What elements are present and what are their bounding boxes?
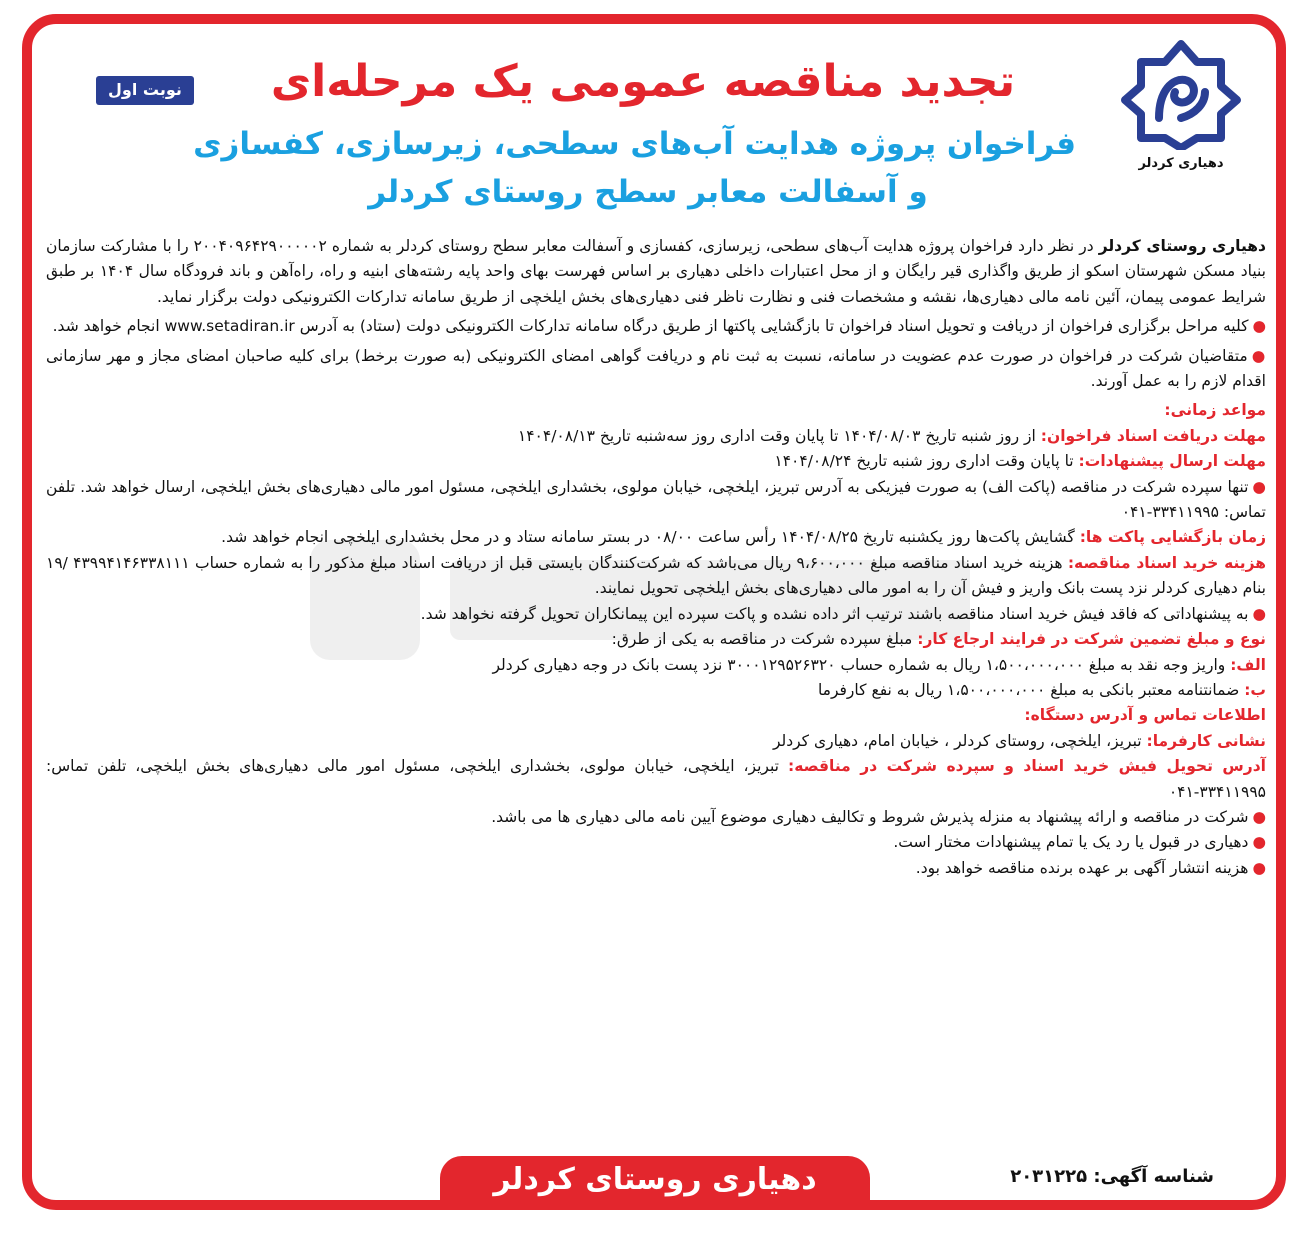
dehyari-logo [1116,40,1246,171]
opening-time [46,525,1266,550]
final-bullet: ●شرکت در مناقصه و ارائه پیشنهاد به منزله پذیرش شروط و تکالیف دهیاری موضوع آیین نامه مالی دهیاری ها می باشد. [491,807,1266,826]
bullet-dot-icon: ● [1252,833,1266,852]
setad-url[interactable]: www.setadiran.ir [164,317,295,336]
sub-title-1: فراخوان پروژه هدایت آب‌های سطحی، زیرسازی، کفسازی [193,126,1076,162]
guarantee-type [46,627,1266,652]
receive-deadline [46,424,1266,449]
bullet-dot-icon: ● [1252,807,1266,826]
submit-text: تا پایان وقت اداری روز شنبه تاریخ ۱۴۰۴/۰۸/۲۴ [774,452,1079,471]
fee-text: هزینه خرید اسناد مناقصه مبلغ ۹،۶۰۰،۰۰۰ ریال می‌باشد که شرکت‌کنندگان بایستی قبل از دریافت اسناد مبلغ مذکور را به شماره حساب ۴۳۹۹۴۱۴۶۳۳۸۱۱۱ /۱۹ بنام دهیاری کردلر نزد پست بانک واریز و فیش آن را به امور مالی دهیاری‌های بخش ایلخچی تحویل نمایند. [46,553,1266,598]
guarantee-text: مبلغ سپرده شرکت در مناقصه به یکی از طرق: [611,630,918,649]
logo-caption: دهیاری کردلر [1138,156,1224,171]
signature-band: دهیاری روستای کردلر [440,1156,870,1204]
delivery-address [46,754,1266,805]
receive-text: از روز شنبه تاریخ ۱۴۰۴/۰۸/۰۳ تا پایان وقت اداری روز سه‌شنبه تاریخ ۱۴۰۴/۰۸/۱۳ [517,426,1041,445]
intro-line1: در نظر دارد فراخوان پروژه هدایت آب‌های سطحی، زیرسازی، کفسازی و آسفالت معابر سطح روستای کردلر به شماره ۲۰۰۴۰۹۶۴۲۹۰۰۰۰۰۲ [193,237,1099,255]
final-bullet: ●دهیاری در قبول یا رد یک یا تمام پیشنهادات مختار است. [893,833,1266,852]
bullet-dot-icon: ● [1251,346,1266,365]
employer-label: نشانی کارفرما: [1146,731,1266,750]
contact-heading: اطلاعات تماس و آدرس دستگاه: [1024,706,1266,725]
star-logo-icon [1120,40,1242,150]
fee-label: هزینه خرید اسناد مناقصه: [1067,553,1267,572]
bullet-fee-text: به پیشنهاداتی که فاقد فیش خرید اسناد مناقصه باشند ترتیب اثر داده نشده و پاکت سپرده این پیمانکاران تحویل گرفته نخواهد شد. [420,604,1249,623]
option-b-text: ضمانتنامه معتبر بانکی به مبلغ ۱،۵۰۰،۰۰۰،۰۰۰ ریال به نفع کارفرما [817,680,1245,699]
receive-label: مهلت دریافت اسناد فراخوان: [1040,426,1266,445]
setad-tail: انجام خواهد شد. [52,317,160,336]
document-fee [46,551,1266,602]
delivery-label: آدرس تحویل فیش خرید اسناد و سپرده شرکت در مناقصه: [788,757,1266,776]
bullet-dot-icon: ● [1252,317,1266,336]
ad-id: شناسه آگهی: ۲۰۳۱۲۲۵ [1010,1166,1214,1187]
main-title: تجدید مناقصه عمومی یک مرحله‌ای [270,56,1016,107]
bullet-setad [46,314,1266,339]
notice-body [46,234,1266,881]
guarantee-delivery-text: تنها سپرده شرکت در مناقصه (پاکت الف) به صورت فیزیکی به آدرس تبریز، ایلخچی، خیابان مولوی، بخشداری ایلخچی، مسئول امور مالی دهیاری‌های بخش ایلخچی، ارسال خواهد شد. تلفن تماس: ۳۳۴۱۱۹۹۵-۰۴۱ [46,477,1266,522]
option-b-label: ب: [1244,680,1266,699]
round-badge: نوبت اول [96,76,194,105]
intro-rest: را با مشارکت سازمان بنیاد مسکن شهرستان اسکو از طریق واگذاری قیر رایگان و از محل اعتبارات داخلی دهیاری بر اساس فهرست بهای واحد پایه رشته‌های ابنیه و راه، راه‌آهن و باند فرودگاه سال ۱۴۰۴ بر طبق شرایط عمومی پیمان، آئین نامه مالی دهیاری‌ها، نقشه و مشخصات فنی و نظارت ناظر فنی دهیاری‌های بخش ایلخچی از طریق سامانه تدارکات الکترونیکی دولت برگزار نماید. [46,237,1266,306]
intro-lead: دهیاری روستای کردلر [1098,237,1266,255]
employer-address [46,729,1266,754]
setad-text: کلیه مراحل برگزاری فراخوان از دریافت و تحویل اسناد فراخوان تا بازگشایی پاکتها از طریق درگاه سامانه تدارکات الکترونیکی دولت (ستاد) به آدرس [299,317,1249,336]
schedule-heading: مواعد زمانی: [1164,401,1266,420]
guarantee-option-a [46,653,1266,678]
final-bullet: ●هزینه انتشار آگهی بر عهده برنده مناقصه خواهد بود. [915,858,1266,877]
bullet-fee [46,602,1266,627]
option-a-label: الف: [1230,655,1266,674]
sub-title-2: و آسفالت معابر سطح روستای کردلر [368,174,928,210]
bullet-guarantee-delivery [46,475,1266,526]
guarantee-label: نوع و مبلغ تضمین شرکت در فرایند ارجاع کار: [917,630,1266,649]
opening-text: گشایش پاکت‌ها روز یکشنبه تاریخ ۱۴۰۴/۰۸/۲۵ رأس ساعت ۰۸/۰۰ در بستر سامانه ستاد و در محل بخشداری ایلخچی انجام خواهد شد. [221,528,1080,547]
delivery-text: تبریز، ایلخچی، خیابان مولوی، بخشداری ایلخچی، مسئول امور مالی دهیاری‌های بخش ایلخچی، تلفن تماس: ۳۳۴۱۱۹۹۵-۰۴۱ [46,757,1266,801]
guarantee-option-b [46,678,1266,703]
bullet-dot-icon: ● [1252,604,1266,623]
option-a-text: واریز وجه نقد به مبلغ ۱،۵۰۰،۰۰۰،۰۰۰ ریال به شماره حساب ۳۰۰۰۱۲۹۵۲۶۳۲۰ نزد پست بانک در وجه دهیاری کردلر [492,655,1231,674]
employer-text: تبریز، ایلخچی، روستای کردلر ، خیابان امام، دهیاری کردلر [772,731,1147,750]
opening-label: زمان بازگشایی پاکت ها: [1079,528,1266,547]
signature-text: متقاضیان شرکت در فراخوان در صورت عدم عضویت در سامانه، نسبت به ثبت نام و دریافت گواهی امضای الکترونیکی (به صورت برخط) برای کلیه صاحبان امضای مجاز و مهر سازمانی اقدام لازم را به عمل آورند. [46,346,1266,391]
bullet-signature [46,344,1266,395]
bullet-dot-icon: ● [1252,477,1266,496]
bullet-dot-icon: ● [1252,858,1266,877]
intro-paragraph [46,234,1266,310]
submit-label: مهلت ارسال پیشنهادات: [1078,452,1266,471]
submit-deadline [46,449,1266,474]
